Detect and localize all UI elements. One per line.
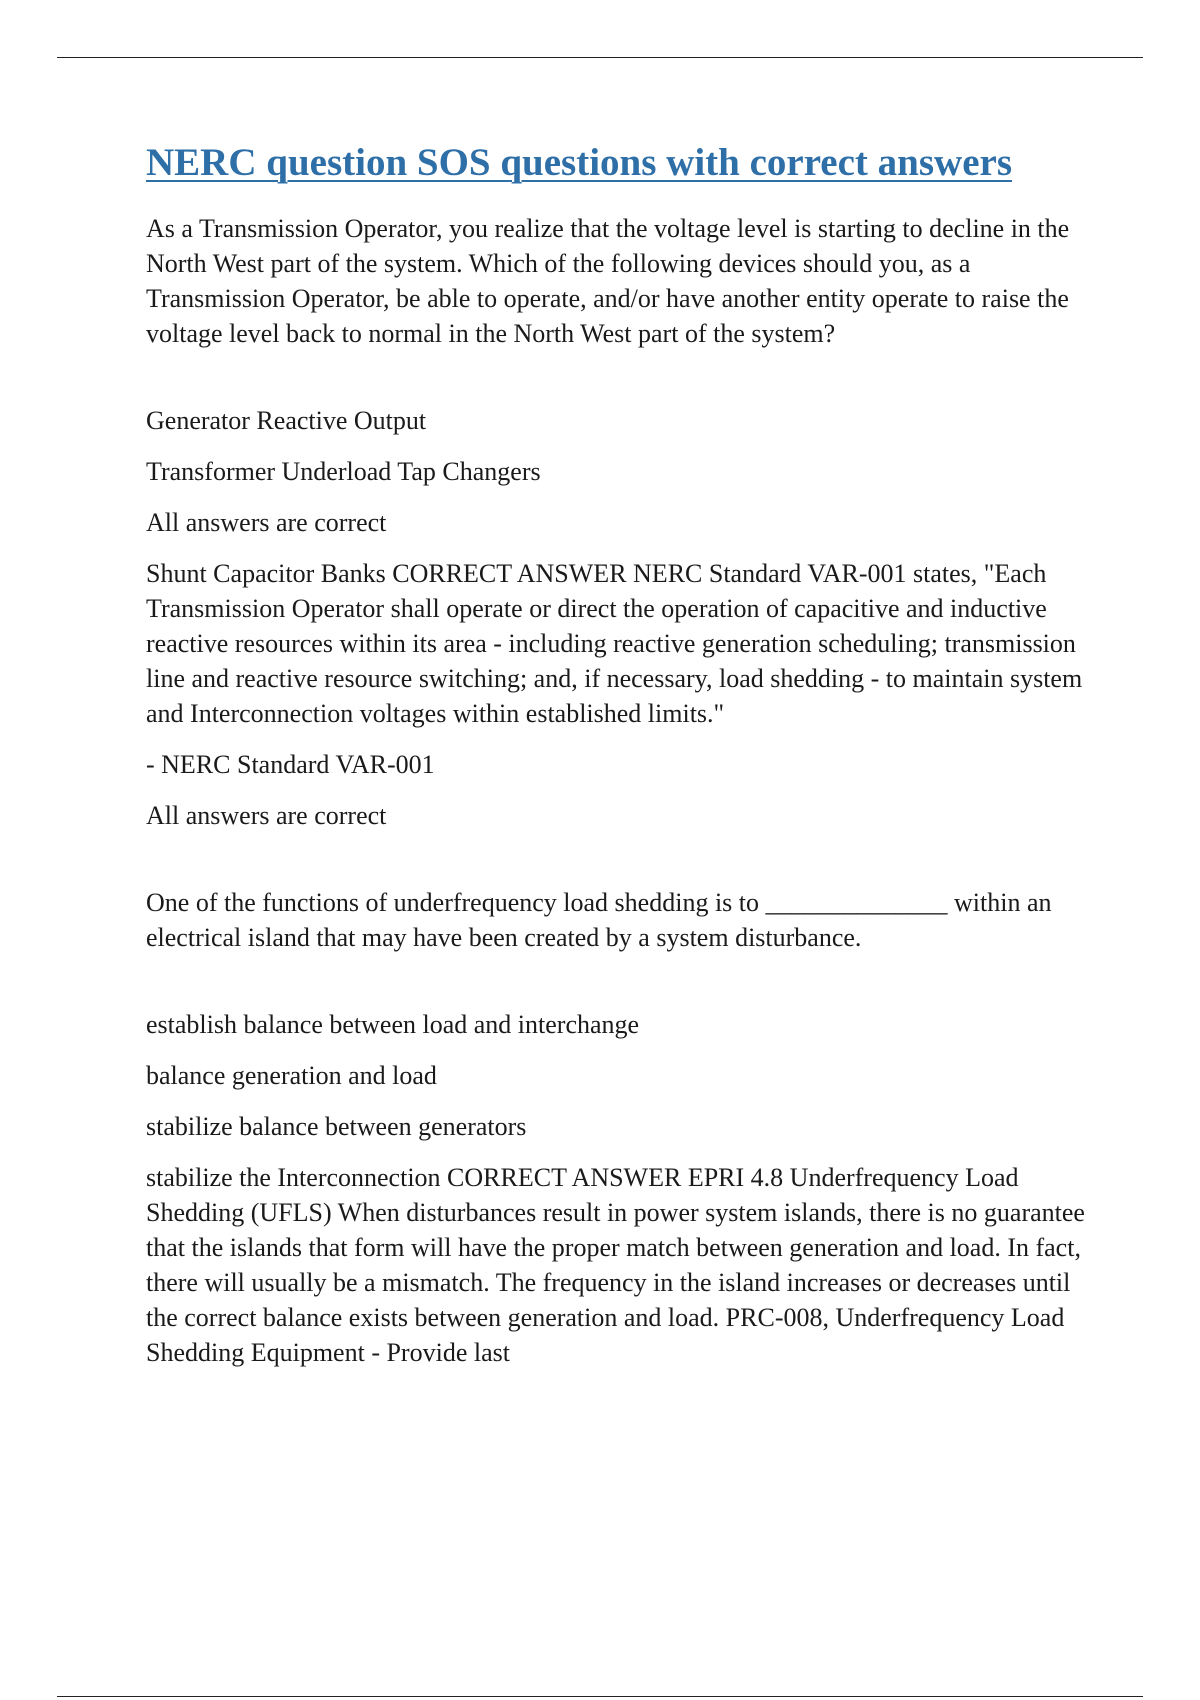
answer-option: All answers are correct [146,507,387,537]
answer-option: Transformer Underload Tap Changers [146,456,541,486]
question-block [146,885,1096,1370]
answer-option: All answers are correct [146,800,387,830]
answer-option: balance generation and load [146,1060,437,1090]
answer-option: establish balance between load and interchange [146,1009,640,1039]
footer-rule [57,1696,1143,1697]
document-title: NERC question SOS questions with correct answers [146,141,1012,184]
answer-option-correct: Shunt Capacitor Banks CORRECT ANSWER NERC Standard VAR-001 states, "Each Transmission Operator shall operate or direct the operation of capacitive and inductive reactive resources within its area - including reactive generation scheduling; transmission line and reactive resource switching; and, if necessary, load shedding - to maintain system and Interconnection voltages within established limits." [146,558,1083,728]
question-block [146,211,1096,833]
question-prompt: As a Transmission Operator, you realize that the voltage level is starting to decline in the North West part of the system. Which of the following devices should you, as a Transmission Operator, be able to operate, and/or have another entity operate to raise the voltage level back to normal in the North West part of the system? [146,213,1070,348]
answer-citation: - NERC Standard VAR-001 [146,749,435,779]
document-body [146,142,1096,1386]
answer-option: Generator Reactive Output [146,405,427,435]
answer-option: stabilize balance between generators [146,1111,527,1141]
question-prompt: One of the functions of underfrequency load shedding is to ______________ within an electrical island that may have been created by a system disturbance. [146,887,1052,952]
header-rule [57,57,1143,58]
answer-option-correct: stabilize the Interconnection CORRECT ANSWER EPRI 4.8 Underfrequency Load Shedding (UFLS) When disturbances result in power system islands, there is no guarantee that the islands that form will have the proper match between generation and load. In fact, there will usually be a mismatch. The frequency in the island increases or decreases until the correct balance exists between generation and load. PRC-008, Underfrequency Load Shedding Equipment - Provide last [146,1162,1085,1367]
